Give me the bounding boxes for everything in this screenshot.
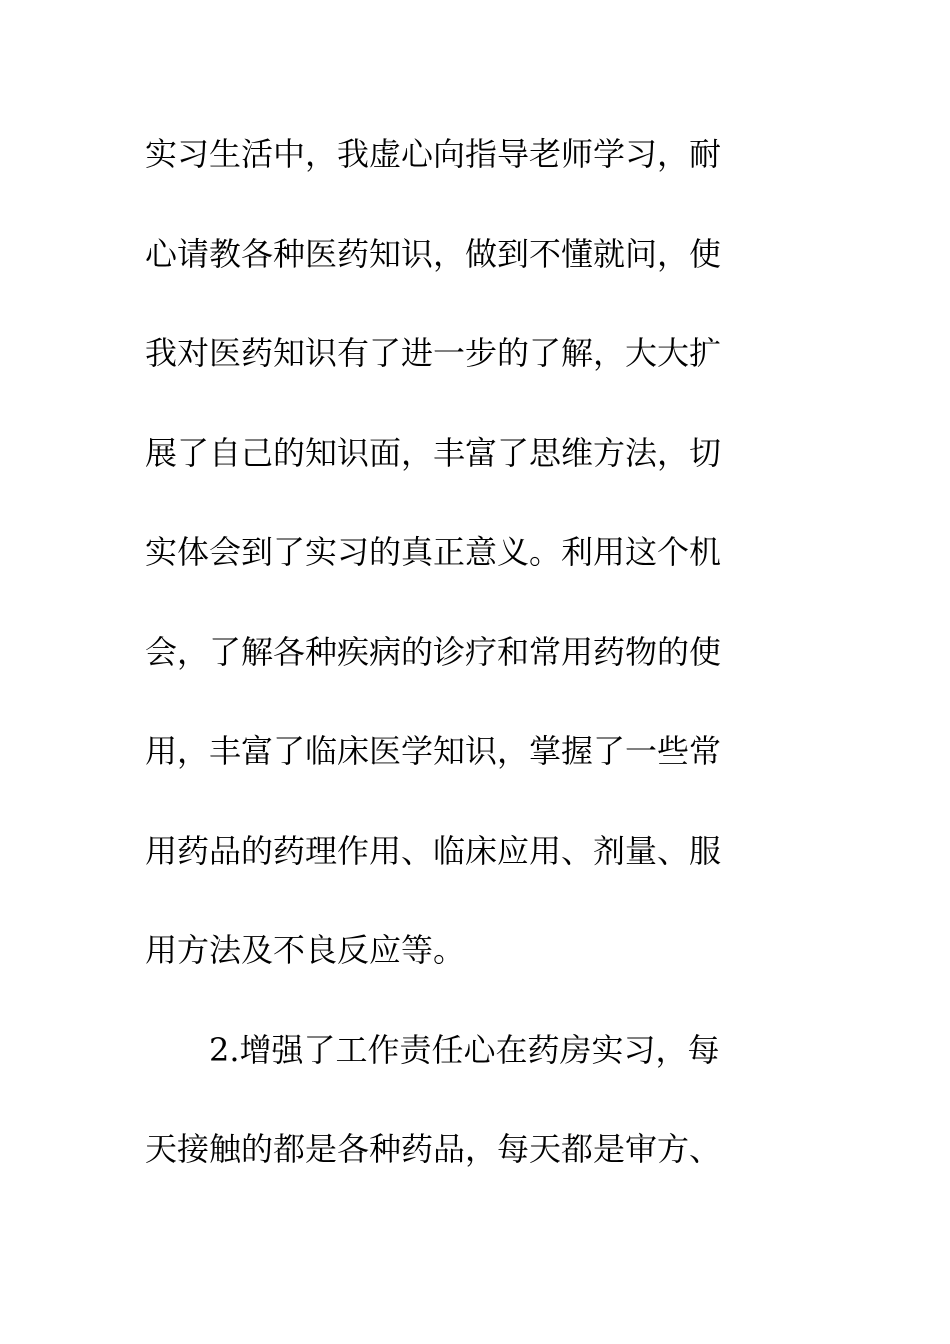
text-line-1: 实习生活中，我虚心向指导老师学习，耐 [145,135,722,173]
text-line-3: 我对医药知识有了进一步的了解，大大扩 [145,334,722,372]
text-line-8: 用药品的药理作用、临床应用、剂量、服 [145,831,722,870]
text-line-6: 会，了解各种疾病的诊疗和常用药物的使 [145,632,722,671]
text-line-2: 心请教各种医药知识，做到不懂就问，使 [145,234,722,273]
body-text [145,124,785,1219]
text-line-5: 实体会到了实习的真正意义。利用这个机 [145,533,722,571]
text-line-4: 展了自己的知识面，丰富了思维方法，切 [145,433,722,472]
text-line-7: 用，丰富了临床医学知识，掌握了一些常 [145,732,722,770]
text-line-10: 2.增强了工作责任心在药房实习，每 [145,1030,720,1069]
text-line-11: 天接触的都是各种药品，每天都是审方、 [145,1130,722,1168]
text-line-9: 用方法及不良反应等。 [145,931,466,969]
